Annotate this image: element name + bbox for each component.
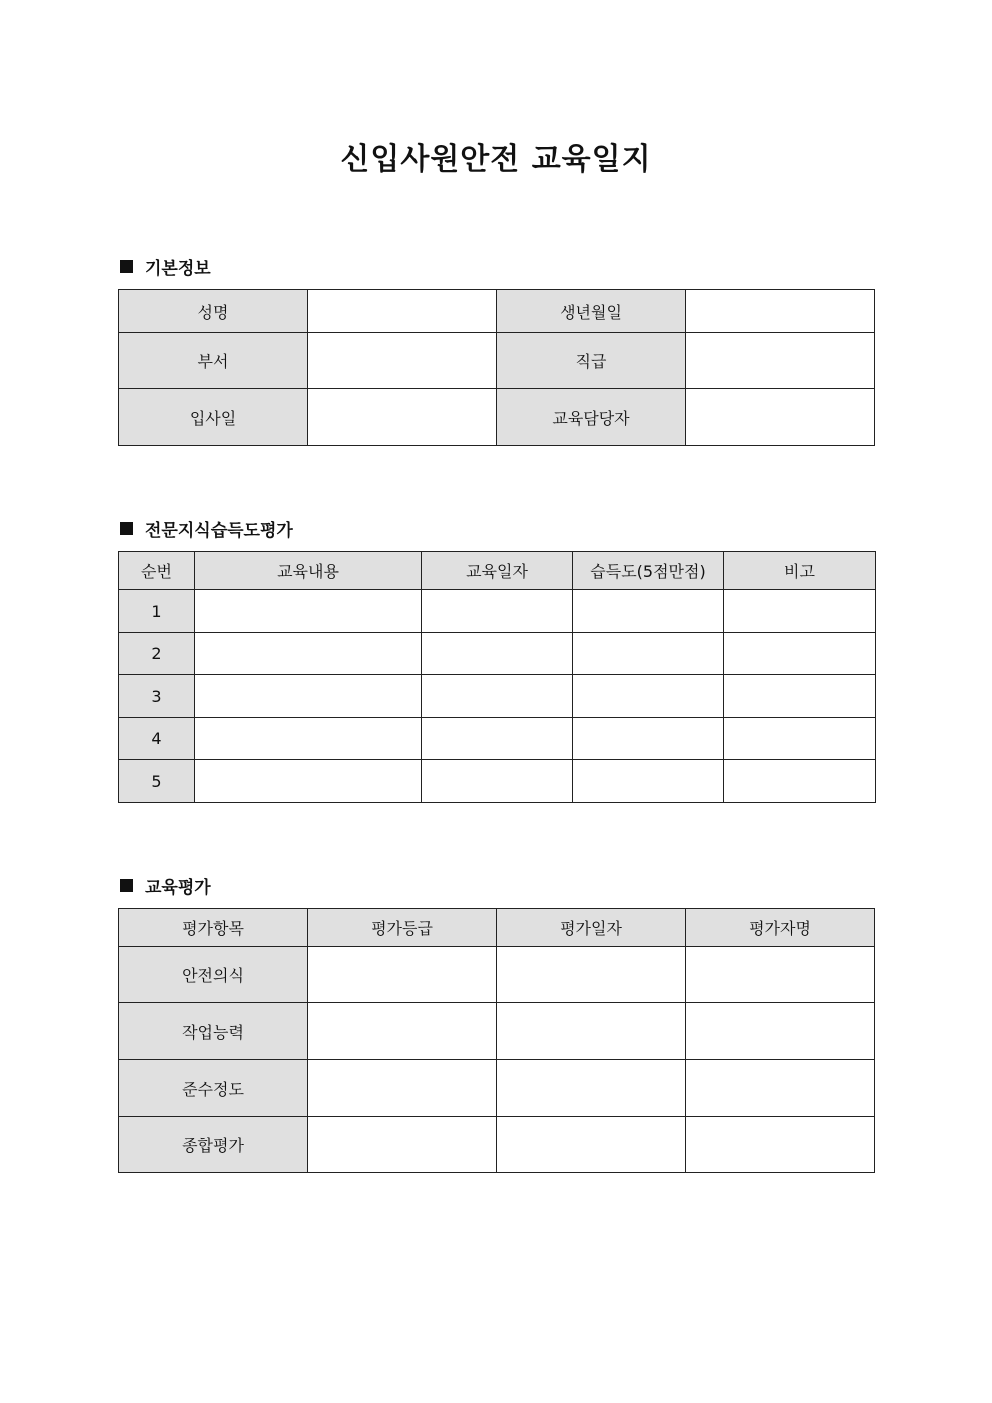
score-cell[interactable] xyxy=(573,590,724,633)
note-cell[interactable] xyxy=(724,675,876,718)
table-header-row xyxy=(119,909,875,947)
eval-date-cell[interactable] xyxy=(497,1117,686,1173)
table-row xyxy=(119,760,876,803)
column-header: 교육일자 xyxy=(422,552,573,590)
evaluator-cell[interactable] xyxy=(686,947,875,1003)
table-row xyxy=(119,1003,875,1060)
position-label: 직급 xyxy=(497,333,686,389)
row-number: 2 xyxy=(119,633,195,675)
table-row xyxy=(119,718,876,760)
date-cell[interactable] xyxy=(422,633,573,675)
hire-date-label: 입사일 xyxy=(119,389,308,446)
table-row xyxy=(119,675,876,718)
note-cell[interactable] xyxy=(724,633,876,675)
table-row xyxy=(119,290,875,333)
column-header: 평가등급 xyxy=(308,909,497,947)
table-row xyxy=(119,1060,875,1117)
table-row xyxy=(119,590,876,633)
table-row xyxy=(119,389,875,446)
evaluator-cell[interactable] xyxy=(686,1117,875,1173)
table-row xyxy=(119,333,875,389)
date-cell[interactable] xyxy=(422,760,573,803)
content-cell[interactable] xyxy=(195,633,422,675)
column-header: 습득도(5점만점) xyxy=(573,552,724,590)
basic-info-heading xyxy=(120,254,211,279)
table-header-row xyxy=(119,552,876,590)
content-cell[interactable] xyxy=(195,718,422,760)
knowledge-eval-table xyxy=(118,551,876,803)
column-header: 평가자명 xyxy=(686,909,875,947)
row-number: 3 xyxy=(119,675,195,718)
row-number: 5 xyxy=(119,760,195,803)
birthdate-field[interactable] xyxy=(686,290,875,333)
hire-date-field[interactable] xyxy=(308,389,497,446)
table-row xyxy=(119,633,876,675)
evaluator-cell[interactable] xyxy=(686,1060,875,1117)
date-cell[interactable] xyxy=(422,675,573,718)
date-cell[interactable] xyxy=(422,718,573,760)
position-field[interactable] xyxy=(686,333,875,389)
eval-date-cell[interactable] xyxy=(497,947,686,1003)
note-cell[interactable] xyxy=(724,590,876,633)
grade-cell[interactable] xyxy=(308,1003,497,1060)
trainer-field[interactable] xyxy=(686,389,875,446)
row-number: 1 xyxy=(119,590,195,633)
eval-date-cell[interactable] xyxy=(497,1060,686,1117)
row-number: 4 xyxy=(119,718,195,760)
content-cell[interactable] xyxy=(195,760,422,803)
department-field[interactable] xyxy=(308,333,497,389)
content-cell[interactable] xyxy=(195,675,422,718)
eval-item-label: 안전의식 xyxy=(119,947,308,1003)
eval-item-label: 작업능력 xyxy=(119,1003,308,1060)
knowledge-eval-heading xyxy=(120,516,293,541)
eval-item-label: 종합평가 xyxy=(119,1117,308,1173)
score-cell[interactable] xyxy=(573,633,724,675)
training-eval-table xyxy=(118,908,875,1173)
score-cell[interactable] xyxy=(573,718,724,760)
eval-item-label: 준수정도 xyxy=(119,1060,308,1117)
column-header: 평가항목 xyxy=(119,909,308,947)
eval-date-cell[interactable] xyxy=(497,1003,686,1060)
name-label: 성명 xyxy=(119,290,308,333)
evaluator-cell[interactable] xyxy=(686,1003,875,1060)
score-cell[interactable] xyxy=(573,760,724,803)
square-bullet-icon xyxy=(120,522,133,535)
table-row xyxy=(119,1117,875,1173)
knowledge-eval-heading-text: 전문지식습득도평가 xyxy=(145,521,293,541)
square-bullet-icon xyxy=(120,260,133,273)
date-cell[interactable] xyxy=(422,590,573,633)
name-field[interactable] xyxy=(308,290,497,333)
column-header: 교육내용 xyxy=(195,552,422,590)
trainer-label: 교육담당자 xyxy=(497,389,686,446)
training-eval-heading xyxy=(120,873,211,898)
birthdate-label: 생년월일 xyxy=(497,290,686,333)
column-header: 평가일자 xyxy=(497,909,686,947)
department-label: 부서 xyxy=(119,333,308,389)
table-row xyxy=(119,947,875,1003)
square-bullet-icon xyxy=(120,879,133,892)
note-cell[interactable] xyxy=(724,718,876,760)
note-cell[interactable] xyxy=(724,760,876,803)
score-cell[interactable] xyxy=(573,675,724,718)
training-eval-heading-text: 교육평가 xyxy=(145,878,211,898)
basic-info-table xyxy=(118,289,875,446)
grade-cell[interactable] xyxy=(308,1117,497,1173)
column-header: 비고 xyxy=(724,552,876,590)
column-header: 순번 xyxy=(119,552,195,590)
document-title: 신입사원안전 교육일지 xyxy=(340,142,652,177)
content-cell[interactable] xyxy=(195,590,422,633)
grade-cell[interactable] xyxy=(308,947,497,1003)
basic-info-heading-text: 기본정보 xyxy=(145,259,211,279)
grade-cell[interactable] xyxy=(308,1060,497,1117)
